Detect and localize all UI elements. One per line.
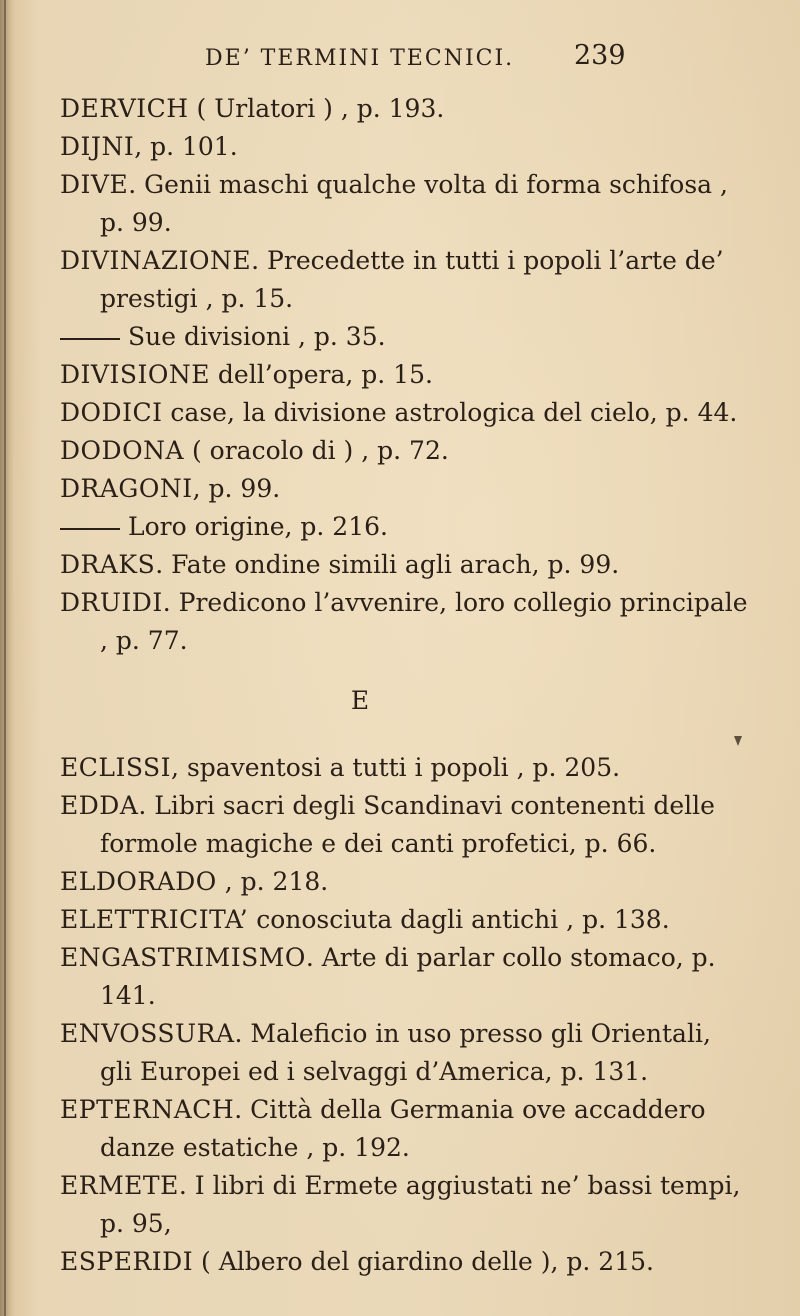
section-e-entries: [60, 749, 750, 1281]
entry-term: DERVICH: [60, 94, 189, 123]
entry-text: . Arte di parlar collo stomaco, p. 141.: [100, 943, 716, 1010]
index-entry: [60, 508, 750, 546]
entry-text: case, la divisione astrologica del cielo, p. 44.: [162, 398, 738, 427]
entry-text: Sue divisioni , p. 35.: [128, 322, 386, 351]
entry-text: . Maleficio in uso presso gli Orientali, gli Europei ed i selvaggi d’America, p. 131.: [100, 1019, 711, 1086]
entry-text: , p. 218.: [216, 867, 329, 896]
index-entry: [60, 1015, 750, 1091]
entry-text: conosciuta dagli antichi , p. 138.: [248, 905, 670, 934]
section-d-entries: [60, 90, 750, 660]
index-entry: [60, 432, 750, 470]
index-entry: [60, 863, 750, 901]
index-entry: [60, 1167, 750, 1243]
entry-text: dell’opera, p. 15.: [209, 360, 433, 389]
entry-term: EDDA: [60, 791, 139, 820]
index-entry: [60, 939, 750, 1015]
entry-text: . Genii maschi qualche volta di forma schifosa , p. 99.: [100, 170, 728, 237]
entry-text: . I libri di Ermete aggiustati ne’ bassi tempi, p. 95,: [100, 1171, 741, 1238]
entry-term: ELETTRICITA’: [60, 905, 249, 934]
entry-term: ENGASTRIMISMO: [60, 943, 306, 972]
index-entry: [60, 1243, 750, 1281]
entry-text: Loro origine, p. 216.: [128, 512, 388, 541]
ditto-dash: [60, 528, 120, 530]
entry-text: . Città della Germania ove accaddero danze estatiche , p. 192.: [100, 1095, 706, 1162]
index-entry: [60, 356, 750, 394]
margin-mark: [734, 736, 742, 746]
page-number: 239: [574, 40, 626, 71]
index-entry: [60, 128, 750, 166]
index-entry: [60, 584, 750, 660]
index-entries: [60, 90, 750, 1281]
index-entry: [60, 470, 750, 508]
entry-text: , spaventosi a tutti i popoli , p. 205.: [171, 753, 621, 782]
index-entry: [60, 546, 750, 584]
index-entry: [60, 1091, 750, 1167]
index-entry: [60, 787, 750, 863]
index-entry: [60, 90, 750, 128]
entry-text: ( Albero del giardino delle ), p. 215.: [193, 1247, 654, 1276]
entry-term: ECLISSI: [60, 753, 172, 782]
entry-text: ( oracolo di ) , p. 72.: [184, 436, 449, 465]
entry-text: ( Urlatori ) , p. 193.: [188, 94, 445, 123]
entry-term: DRUIDI: [60, 588, 163, 617]
entry-term: ELDORADO: [60, 867, 217, 896]
gutter-line: [4, 0, 6, 1316]
index-entry: [60, 749, 750, 787]
entry-text: , p. 99.: [192, 474, 281, 503]
entry-term: DIVINAZIONE: [60, 246, 252, 275]
entry-text: , p. 101.: [134, 132, 238, 161]
section-letter-heading: E: [350, 686, 370, 715]
entry-term: DODICI: [60, 398, 163, 427]
running-title: DE’ TERMINI TECNICI.: [205, 46, 515, 71]
index-entry: [60, 901, 750, 939]
index-entry: [60, 394, 750, 432]
entry-text: . Libri sacri degli Scandinavi contenenti delle formole magiche e dei canti profetici, p. 66.: [100, 791, 715, 858]
entry-term: DRAGONI: [60, 474, 193, 503]
entry-text: . Predicono l’avvenire, loro collegio principale , p. 77.: [100, 588, 748, 655]
entry-term: DIVE: [60, 170, 129, 199]
entry-term: ESPERIDI: [60, 1247, 194, 1276]
entry-term: DIVISIONE: [60, 360, 210, 389]
ditto-dash: [60, 338, 120, 340]
entry-term: ERMETE: [60, 1171, 179, 1200]
index-entry: [60, 166, 750, 242]
entry-term: EPTERNACH: [60, 1095, 235, 1124]
index-entry: [60, 242, 750, 318]
entry-term: DRAKS: [60, 550, 156, 579]
entry-text: . Fate ondine simili agli arach, p. 99.: [155, 550, 620, 579]
index-entry: [60, 318, 750, 356]
book-spine-shadow: [0, 0, 14, 1316]
entry-term: DIJNI: [60, 132, 135, 161]
entry-text: . Precedette in tutti i popoli l’arte de’ prestigi , p. 15.: [100, 246, 724, 313]
entry-term: ENVOSSURA: [60, 1019, 235, 1048]
entry-term: DODONA: [60, 436, 185, 465]
